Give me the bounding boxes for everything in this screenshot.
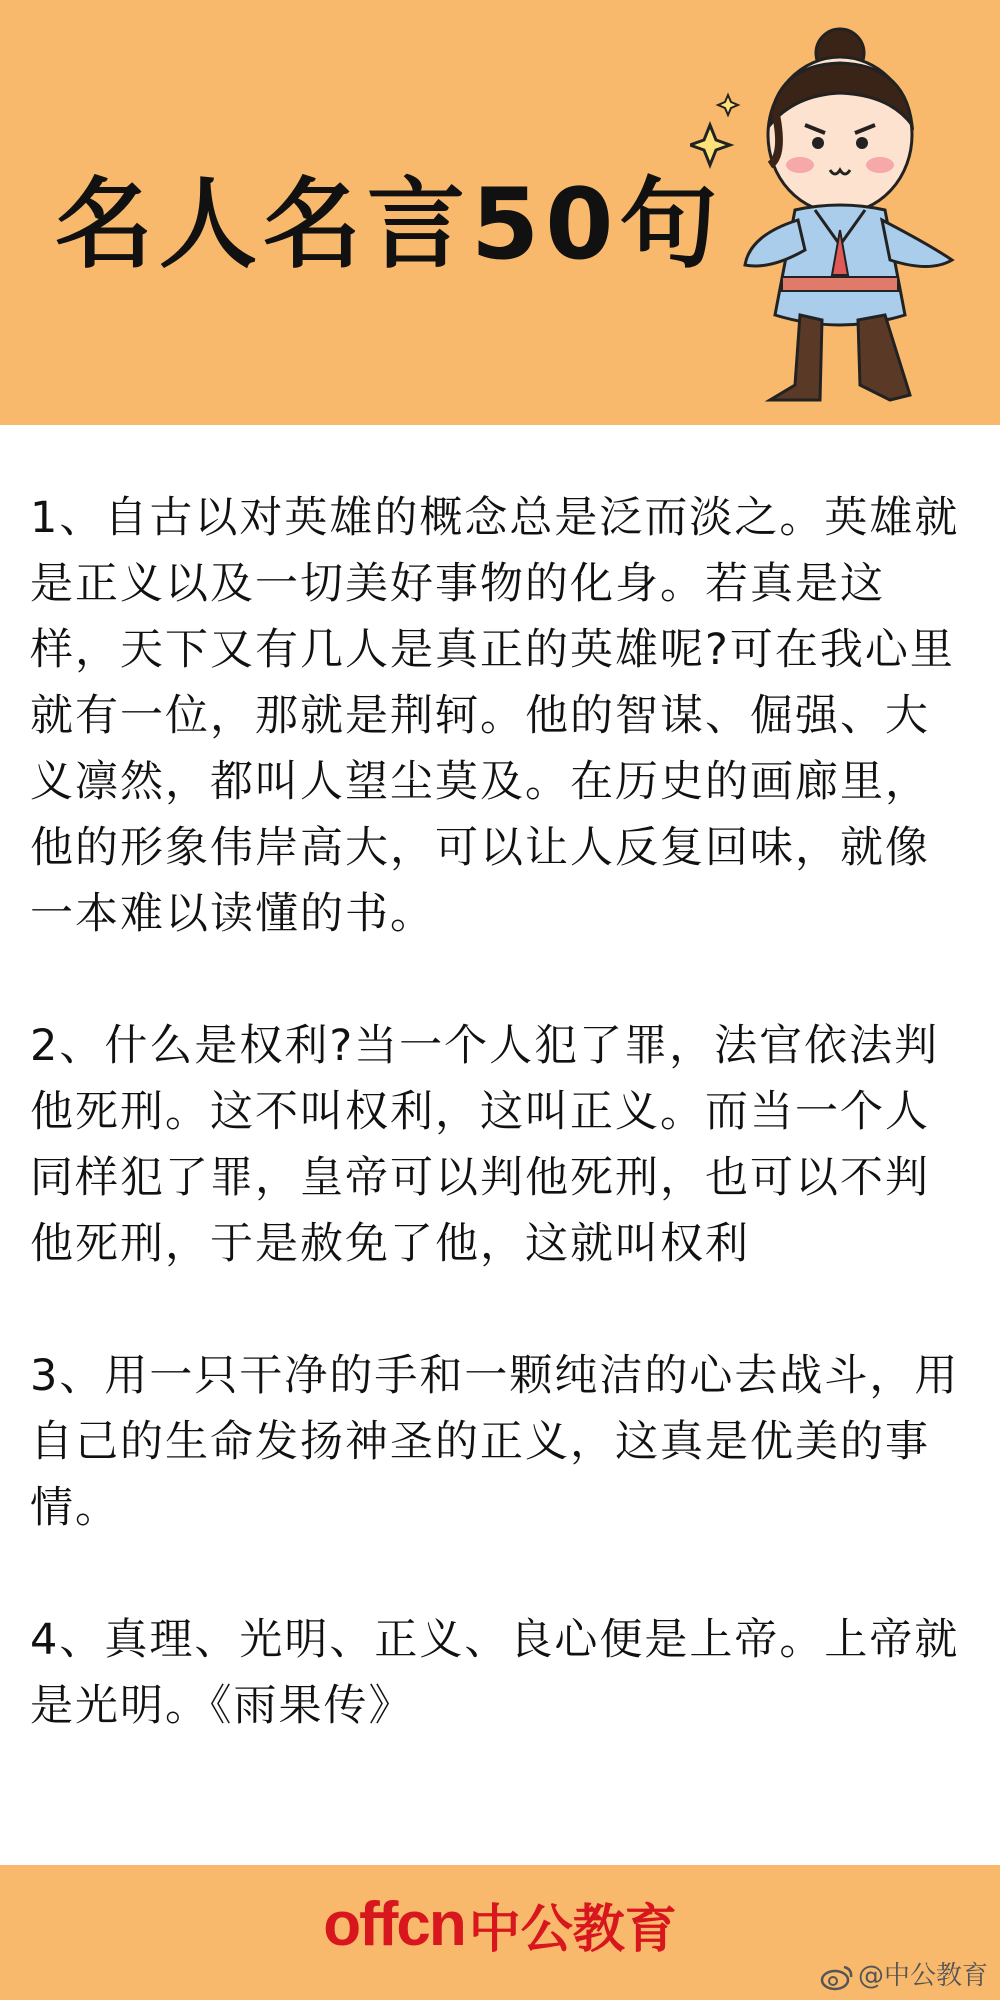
weibo-icon xyxy=(820,1963,854,1991)
quote-list xyxy=(30,485,970,1805)
logo-chinese-text: 中公教育 xyxy=(468,1900,677,1960)
sparkle-icon xyxy=(690,125,730,165)
watermark xyxy=(820,1955,988,1992)
footer-banner xyxy=(0,1865,1000,2000)
quote-item: 4、真理、光明、正义、良心便是上帝。上帝就是光明。《雨果传》 xyxy=(30,1615,960,1731)
page-title: 名人名言50句 xyxy=(55,168,724,282)
quote-item: 3、用一只干净的手和一颗纯洁的心去战斗，用自己的生命发扬神圣的正义，这真是优美的事情。 xyxy=(30,1351,960,1533)
watermark-text: @中公教育 xyxy=(857,1961,988,1991)
logo-latin-text: offcn xyxy=(323,1890,465,1959)
header-banner xyxy=(0,0,1000,425)
quote-item: 1、自古以对英雄的概念总是泛而淡之。英雄就是正义以及一切美好事物的化身。若真是这样，天下又有几人是真正的英雄呢?可在我心里就有一位，那就是荆轲。他的智谋、倔强、大义凛然，都叫人望尘莫及。在历史的画廊里，他的形象伟岸高大，可以让人反复回味，就像一本难以读懂的书。 xyxy=(30,493,960,939)
quote-item: 2、什么是权利?当一个人犯了罪，法官依法判他死刑。这不叫权利，这叫正义。而当一个人同样犯了罪，皇帝可以判他死刑，也可以不判他死刑，于是赦免了他，这就叫权利 xyxy=(30,1021,940,1269)
brand-logo xyxy=(0,1887,1000,1962)
mascot-illustration xyxy=(690,15,960,415)
